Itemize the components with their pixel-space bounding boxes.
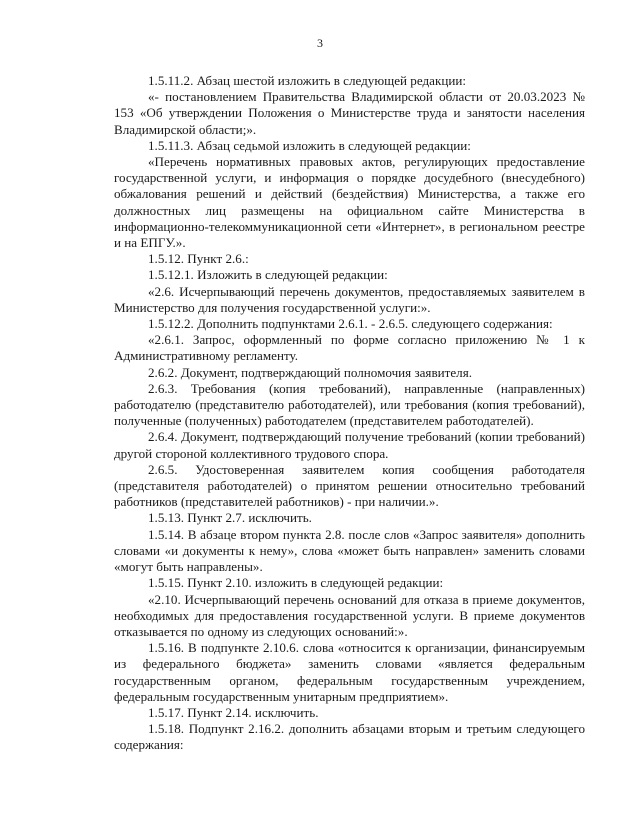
quoted-item-2-6: «2.6. Исчерпывающий перечень документов, предоставляемых заявителем в Министерство для получения государственной услуги:». — [114, 283, 585, 315]
paragraph-1-5-14: 1.5.14. В абзаце втором пункта 2.8. после слов «Запрос заявителя» дополнить словами «и документы к нему», слова «может быть направлен» заменить словами «могут быть направлены». — [114, 526, 585, 575]
paragraph-1-5-18: 1.5.18. Подпункт 2.16.2. дополнить абзацами вторым и третьим следующего содержания: — [114, 721, 585, 753]
item-2-6-5: 2.6.5. Удостоверенная заявителем копия сообщения работодателя (представителя работодателей) о принятом решении относительно требований работников (представителей работников) - при наличии.». — [114, 461, 585, 510]
paragraph-1-5-12-1: 1.5.12.1. Изложить в следующей редакции: — [148, 267, 388, 283]
quoted-item-2-10: «2.10. Исчерпывающий перечень оснований для отказа в приеме документов, необходимых для предоставления государственной услуги. В приеме документов отказывается по одному из следующих оснований:». — [114, 591, 585, 639]
paragraph-1-5-15: 1.5.15. Пункт 2.10. изложить в следующей редакции: — [148, 575, 444, 591]
paragraph-1-5-13: 1.5.13. Пункт 2.7. исключить. — [148, 510, 312, 526]
quoted-government-decree: «- постановлением Правительства Владимирской области от 20.03.2023 № 153 «Об утверждении Положения о Министерстве труда и занятости населения Владимирской области;». — [114, 89, 585, 137]
paragraph-1-5-11-3: 1.5.11.3. Абзац седьмой изложить в следующей редакции: — [148, 137, 471, 153]
paragraph-1-5-12: 1.5.12. Пункт 2.6.: — [148, 251, 249, 267]
quoted-legal-acts-list: «Перечень нормативных правовых актов, регулирующих предоставление государственной услуги, и информация о порядке досудебного (внесудебного) обжалования решений и действий (бездействия) Министерства, а также его должностных лиц размещены на официальном сайте Министерства в информационно-телекоммуникационной сети «Интернет», в региональном реестре и на ЕПГУ.». — [114, 154, 585, 251]
paragraph-1-5-11-2: 1.5.11.2. Абзац шестой изложить в следующей редакции: — [148, 73, 466, 88]
page-number: 3 — [317, 36, 323, 50]
item-2-6-4: 2.6.4. Документ, подтверждающий получение требований (копии требований) другой стороной коллективного трудового спора. — [114, 429, 585, 461]
paragraph-1-5-16: 1.5.16. В подпункте 2.10.6. слова «относится к организации, финансируемым из федерального бюджета» заменить словами «является федеральным государственным органом, федеральным государственным учреждением, федеральным государственным унитарным предприятием». — [114, 640, 585, 704]
paragraph-1-5-17: 1.5.17. Пункт 2.14. исключить. — [148, 704, 319, 720]
item-2-6-2: 2.6.2. Документ, подтверждающий полномочия заявителя. — [148, 364, 473, 380]
paragraph-1-5-12-2: 1.5.12.2. Дополнить подпунктами 2.6.1. - 2.6.5. следующего содержания: — [148, 316, 553, 332]
document-body — [114, 73, 585, 754]
item-2-6-1: «2.6.1. Запрос, оформленный по форме согласно приложению № 1 к Административному регламенту. — [114, 332, 585, 364]
item-2-6-3: 2.6.3. Требования (копия требований), направленные (направленных) работодателю (представителю работодателей), или требования (копия требований), полученные (полученных) работодателем (представителем работодателей). — [114, 380, 585, 429]
